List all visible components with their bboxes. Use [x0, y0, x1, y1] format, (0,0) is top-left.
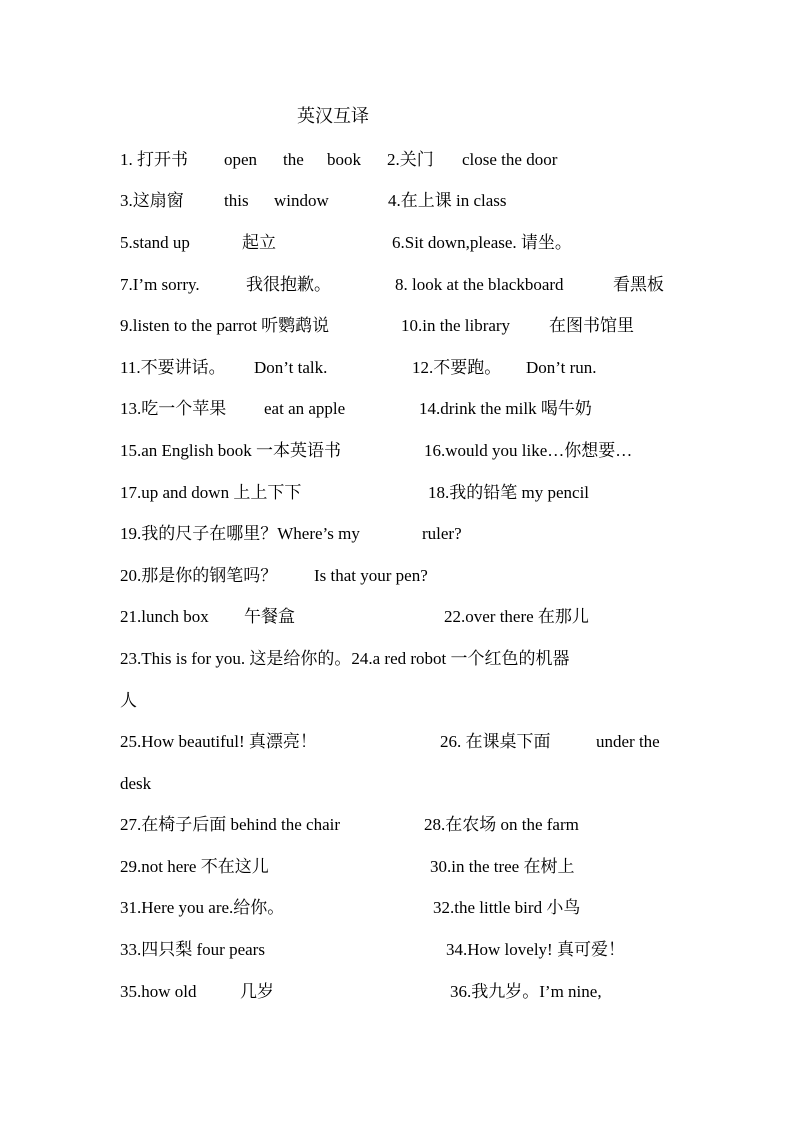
- segment: 几岁: [240, 982, 274, 1001]
- segment: the: [283, 150, 304, 169]
- segment: this: [224, 191, 249, 210]
- segment: 11.不要讲话。: [120, 358, 226, 377]
- segment: 2.关门: [387, 150, 434, 169]
- segment: 26. 在课桌下面: [440, 732, 551, 751]
- segment: 16.would you like…你想要…: [424, 441, 633, 460]
- segment: 18.我的铅笔 my pencil: [428, 483, 590, 502]
- segment: 17.up and down 上上下下: [120, 483, 302, 502]
- vocab-line-15: [120, 729, 680, 755]
- segment: close the door: [462, 150, 558, 169]
- segment: 14.drink the milk 喝牛奶: [419, 399, 592, 418]
- segment: 4.在上课 in class: [388, 191, 507, 210]
- segment: 看黑板: [613, 275, 664, 294]
- segment: 36.我九岁。I’m nine,: [450, 982, 602, 1001]
- vocab-line-5: [120, 313, 680, 339]
- segment: eat an apple: [264, 399, 346, 418]
- segment: 31.Here you are.给你。: [120, 898, 285, 917]
- vocab-line-6: [120, 355, 680, 381]
- vocab-line-20: [120, 937, 680, 963]
- vocab-line-1: [120, 147, 680, 173]
- segment: 35.how old: [120, 982, 197, 1001]
- vocab-line-7: [120, 396, 680, 422]
- segment: 人: [120, 691, 137, 710]
- segment: under the: [596, 732, 660, 751]
- segment: 9.listen to the parrot 听鹦鹉说: [120, 316, 330, 335]
- vocab-line-2: [120, 188, 680, 214]
- segment: 午餐盒: [244, 607, 295, 626]
- segment: 12.不要跑。: [412, 358, 502, 377]
- vocab-line-4: [120, 272, 680, 298]
- segment: 7.I’m sorry.: [120, 275, 200, 294]
- segment: 在图书馆里: [549, 316, 634, 335]
- vocab-line-11: [120, 563, 680, 589]
- segment: 30.in the tree 在树上: [430, 857, 575, 876]
- vocab-line-9: [120, 480, 680, 506]
- segment: 25.How beautiful! 真漂亮！: [120, 732, 317, 751]
- segment: open: [224, 150, 258, 169]
- vocab-line-21: [120, 979, 680, 1005]
- segment: 32.the little bird 小鸟: [433, 898, 581, 917]
- segment: 15.an English book 一本英语书: [120, 441, 341, 460]
- vocab-line-3: [120, 230, 680, 256]
- segment: 27.在椅子后面 behind the chair: [120, 815, 341, 834]
- segment: 5.stand up: [120, 233, 190, 252]
- segment: 6.Sit down,please. 请坐。: [392, 233, 572, 252]
- segment: 我很抱歉。: [246, 275, 331, 294]
- vocab-line-17: [120, 812, 680, 838]
- vocab-line-10: [120, 521, 680, 547]
- vocab-line-19: [120, 895, 680, 921]
- segment: Is that your pen?: [314, 566, 428, 585]
- segment: 23.This is for you. 这是给你的。24.a red robot 一个红色的机器: [120, 649, 570, 668]
- segment: 28.在农场 on the farm: [424, 815, 579, 834]
- segment: 8. look at the blackboard: [395, 275, 564, 294]
- vocab-line-18: [120, 854, 680, 880]
- segment: 1. 打开书: [120, 150, 188, 169]
- segment: 34.How lovely! 真可爱！: [446, 940, 625, 959]
- segment: 33.四只梨 four pears: [120, 940, 265, 959]
- vocab-line-8: [120, 438, 680, 464]
- segment: ruler?: [422, 524, 462, 543]
- segment: 21.lunch box: [120, 607, 209, 626]
- segment: 20.那是你的钢笔吗？: [120, 566, 278, 585]
- segment: window: [274, 191, 329, 210]
- segment: 13.吃一个苹果: [120, 399, 227, 418]
- segment: 起立: [242, 233, 276, 252]
- segment: book: [327, 150, 361, 169]
- segment: 10.in the library: [401, 316, 511, 335]
- vocab-line-16: [120, 771, 680, 797]
- segment: Don’t talk.: [254, 358, 328, 377]
- segment: 3.这扇窗: [120, 191, 184, 210]
- segment: 19.我的尺子在哪里？Where’s my: [120, 524, 360, 543]
- segment: 22.over there 在那儿: [444, 607, 589, 626]
- segment: Don’t run.: [526, 358, 597, 377]
- segment: desk: [120, 774, 152, 793]
- vocab-line-12: [120, 604, 680, 630]
- segment: 29.not here 不在这儿: [120, 857, 269, 876]
- vocab-line-14: [120, 688, 680, 714]
- document-title: 英汉互译: [297, 106, 369, 126]
- vocab-line-13: [120, 646, 680, 672]
